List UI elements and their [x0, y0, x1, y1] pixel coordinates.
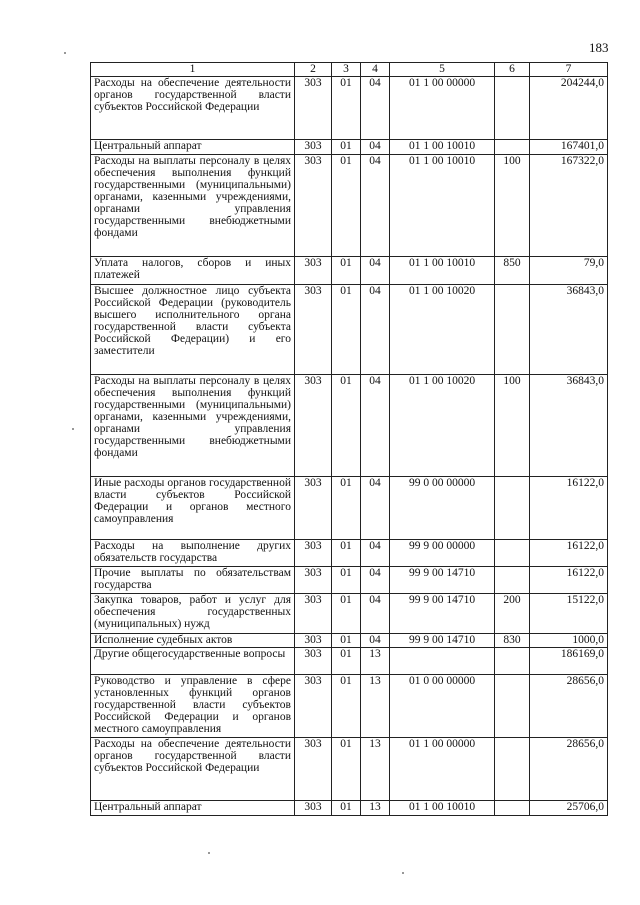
row-col-2: 303 — [295, 594, 332, 634]
row-col-3: 01 — [332, 140, 361, 155]
row-col-4: 04 — [361, 540, 390, 567]
row-col-7: 28656,0 — [530, 675, 608, 738]
row-col-2: 303 — [295, 77, 332, 140]
row-col-5: 01 0 00 00000 — [390, 675, 495, 738]
row-col-6 — [495, 77, 530, 140]
row-col-6 — [495, 540, 530, 567]
row-col-6 — [495, 648, 530, 675]
row-col-5: 01 1 00 10020 — [390, 375, 495, 477]
row-col-5: 99 9 00 14710 — [390, 567, 495, 594]
row-col-2: 303 — [295, 375, 332, 477]
row-col-2: 303 — [295, 477, 332, 540]
table-row — [91, 140, 608, 155]
row-col-7: 25706,0 — [530, 801, 608, 816]
row-col-2: 303 — [295, 257, 332, 285]
table-row — [91, 375, 608, 477]
row-name: Расходы на обеспечение деятельности органов государственной власти субъектов Российской Федерации — [91, 77, 295, 140]
table-row — [91, 675, 608, 738]
row-col-3: 01 — [332, 477, 361, 540]
row-col-3: 01 — [332, 738, 361, 801]
row-col-3: 01 — [332, 155, 361, 257]
row-col-4: 13 — [361, 801, 390, 816]
row-col-5: 99 9 00 00000 — [390, 540, 495, 567]
row-name: Руководство и управление в сфере установленных функций органов государственной власти субъектов Российской Федерации и органов местного самоуправления — [91, 675, 295, 738]
row-col-5 — [390, 648, 495, 675]
table-row — [91, 155, 608, 257]
row-name: Центральный аппарат — [91, 801, 295, 816]
row-col-4: 04 — [361, 567, 390, 594]
row-col-3: 01 — [332, 801, 361, 816]
row-col-7: 16122,0 — [530, 567, 608, 594]
row-col-2: 303 — [295, 567, 332, 594]
row-col-4: 04 — [361, 140, 390, 155]
row-col-5: 01 1 00 00000 — [390, 77, 495, 140]
row-col-7: 186169,0 — [530, 648, 608, 675]
row-col-4: 13 — [361, 738, 390, 801]
table-row — [91, 738, 608, 801]
row-col-3: 01 — [332, 285, 361, 375]
row-col-7: 36843,0 — [530, 285, 608, 375]
row-col-6 — [495, 140, 530, 155]
row-col-2: 303 — [295, 675, 332, 738]
row-col-2: 303 — [295, 801, 332, 816]
row-name: Закупка товаров, работ и услуг для обеспечения государственных (муниципальных) нужд — [91, 594, 295, 634]
row-name: Центральный аппарат — [91, 140, 295, 155]
row-col-3: 01 — [332, 375, 361, 477]
row-col-5: 01 1 00 10010 — [390, 801, 495, 816]
row-name: Расходы на выплаты персоналу в целях обеспечения выполнения функций государственными (муниципальными) органами, казенными учреждениями, органами управления государственными внебюджетными фондами — [91, 155, 295, 257]
column-header-3: 3 — [332, 63, 361, 77]
scan-speck — [72, 428, 74, 430]
row-col-6 — [495, 738, 530, 801]
row-col-6: 100 — [495, 155, 530, 257]
row-name: Уплата налогов, сборов и иных платежей — [91, 257, 295, 285]
row-col-5: 99 9 00 14710 — [390, 634, 495, 648]
row-col-2: 303 — [295, 140, 332, 155]
scan-speck — [64, 52, 66, 54]
column-header-2: 2 — [295, 63, 332, 77]
row-col-6: 100 — [495, 375, 530, 477]
row-name: Прочие выплаты по обязательствам государства — [91, 567, 295, 594]
row-col-5: 01 1 00 10010 — [390, 140, 495, 155]
row-name: Высшее должностное лицо субъекта Российской Федерации (руководитель высшего исполнительного органа государственной власти субъекта Российской Федерации) и его заместители — [91, 285, 295, 375]
row-name: Иные расходы органов государственной власти субъектов Российской Федерации и органов местного самоуправления — [91, 477, 295, 540]
row-col-6: 850 — [495, 257, 530, 285]
scan-speck — [208, 852, 210, 854]
row-col-5: 99 0 00 00000 — [390, 477, 495, 540]
row-col-4: 04 — [361, 155, 390, 257]
column-header-1: 1 — [91, 63, 295, 77]
row-col-2: 303 — [295, 540, 332, 567]
row-col-2: 303 — [295, 285, 332, 375]
row-col-7: 28656,0 — [530, 738, 608, 801]
table-row — [91, 567, 608, 594]
row-col-3: 01 — [332, 540, 361, 567]
row-col-3: 01 — [332, 567, 361, 594]
row-col-7: 16122,0 — [530, 477, 608, 540]
table-row — [91, 648, 608, 675]
table-row — [91, 801, 608, 816]
budget-table — [90, 62, 608, 816]
row-name: Расходы на обеспечение деятельности органов государственной власти субъектов Российской Федерации — [91, 738, 295, 801]
row-col-5: 01 1 00 10020 — [390, 285, 495, 375]
row-col-2: 303 — [295, 155, 332, 257]
row-col-2: 303 — [295, 738, 332, 801]
row-col-6 — [495, 675, 530, 738]
column-header-5: 5 — [390, 63, 495, 77]
row-col-7: 15122,0 — [530, 594, 608, 634]
row-name: Другие общегосударственные вопросы — [91, 648, 295, 675]
table-header — [91, 63, 608, 77]
row-col-5: 99 9 00 14710 — [390, 594, 495, 634]
row-col-6 — [495, 567, 530, 594]
column-header-6: 6 — [495, 63, 530, 77]
row-col-7: 167322,0 — [530, 155, 608, 257]
row-col-4: 04 — [361, 477, 390, 540]
row-col-7: 204244,0 — [530, 77, 608, 140]
table-row — [91, 540, 608, 567]
row-col-3: 01 — [332, 634, 361, 648]
row-col-6 — [495, 477, 530, 540]
header-row — [91, 63, 608, 77]
row-col-4: 04 — [361, 257, 390, 285]
row-col-7: 36843,0 — [530, 375, 608, 477]
row-col-6 — [495, 285, 530, 375]
row-col-7: 1000,0 — [530, 634, 608, 648]
row-col-3: 01 — [332, 257, 361, 285]
row-col-5: 01 1 00 00000 — [390, 738, 495, 801]
row-col-6 — [495, 801, 530, 816]
table-row — [91, 477, 608, 540]
row-col-4: 04 — [361, 594, 390, 634]
row-col-3: 01 — [332, 648, 361, 675]
table-row — [91, 594, 608, 634]
row-name: Исполнение судебных актов — [91, 634, 295, 648]
row-col-4: 13 — [361, 648, 390, 675]
column-header-7: 7 — [530, 63, 608, 77]
row-col-7: 79,0 — [530, 257, 608, 285]
row-col-4: 04 — [361, 285, 390, 375]
table-row — [91, 285, 608, 375]
row-col-5: 01 1 00 10010 — [390, 257, 495, 285]
table-row — [91, 77, 608, 140]
column-header-4: 4 — [361, 63, 390, 77]
row-col-3: 01 — [332, 675, 361, 738]
table-row — [91, 257, 608, 285]
row-name: Расходы на выполнение других обязательств государства — [91, 540, 295, 567]
table-row — [91, 634, 608, 648]
row-col-4: 04 — [361, 375, 390, 477]
row-col-4: 04 — [361, 77, 390, 140]
row-col-4: 13 — [361, 675, 390, 738]
row-col-3: 01 — [332, 594, 361, 634]
scan-speck — [402, 872, 404, 874]
row-name: Расходы на выплаты персоналу в целях обеспечения выполнения функций государственными (муниципальными) органами, казенными учреждениями, органами управления государственными внебюджетными фондами — [91, 375, 295, 477]
row-col-2: 303 — [295, 648, 332, 675]
row-col-5: 01 1 00 10010 — [390, 155, 495, 257]
row-col-2: 303 — [295, 634, 332, 648]
row-col-4: 04 — [361, 634, 390, 648]
row-col-3: 01 — [332, 77, 361, 140]
row-col-6: 830 — [495, 634, 530, 648]
row-col-7: 167401,0 — [530, 140, 608, 155]
table-body — [91, 77, 608, 816]
page-number: 183 — [589, 40, 609, 55]
row-col-7: 16122,0 — [530, 540, 608, 567]
row-col-6: 200 — [495, 594, 530, 634]
